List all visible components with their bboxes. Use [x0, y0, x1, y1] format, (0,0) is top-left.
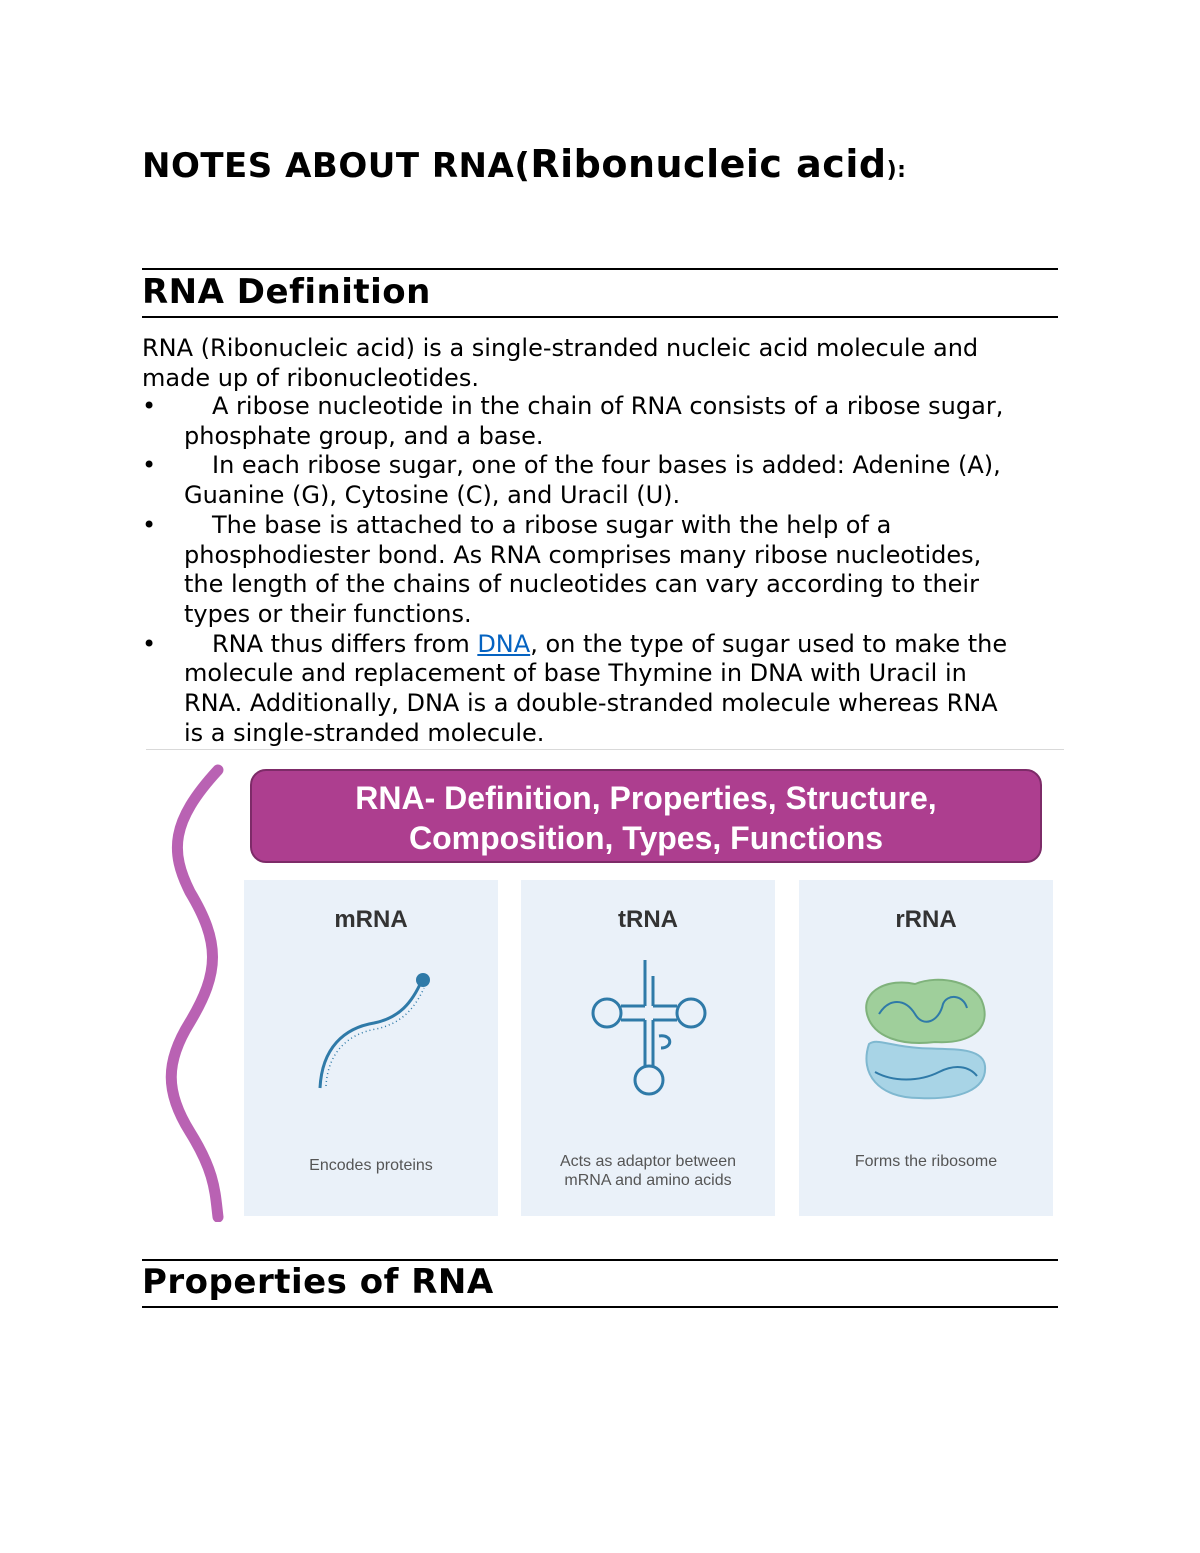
title-prefix: NOTES ABOUT RNA( [142, 146, 531, 186]
definition-bullet-list [142, 392, 1062, 748]
bullet-text: A ribose nucleotide in the chain of RNA consists of a ribose sugar, [212, 392, 1004, 420]
bullet-text: RNA thus differs from [212, 629, 478, 658]
bullet-text: molecule and replacement of base Thymine in DNA with Uracil in [184, 659, 967, 688]
trna-panel [521, 880, 775, 1216]
panel-desc-line: Acts as adaptor between [559, 1153, 737, 1170]
rrna-panel [799, 880, 1053, 1216]
panel-description [254, 1156, 488, 1175]
bullet-text: is a single-stranded molecule. [184, 718, 545, 747]
title-suffix: ): [886, 158, 907, 183]
list-item [142, 511, 1062, 630]
mrna-strand-icon [304, 968, 434, 1098]
list-item [142, 392, 1062, 451]
intro-line: RNA (Ribonucleic acid) is a single-stranded nucleic acid molecule and [142, 334, 979, 362]
trna-cloverleaf-icon [573, 956, 723, 1106]
image-top-divider [146, 749, 1064, 750]
bullet-text: Guanine (G), Cytosine (C), and Uracil (U). [184, 481, 681, 510]
title-main: Ribonucleic acid [530, 142, 887, 186]
panel-desc-line: Encodes proteins [309, 1157, 433, 1174]
heading-top-rule [142, 268, 1058, 270]
definition-intro [142, 333, 1062, 393]
bullet-icon: • [142, 451, 157, 480]
bullet-text: phosphate group, and a base. [184, 421, 544, 450]
bullet-text: phosphodiester bond. As RNA comprises many ribose nucleotides, [184, 540, 982, 569]
panel-title: rRNA [895, 906, 957, 933]
document-title [142, 142, 906, 186]
bullet-text: In each ribose sugar, one of the four bases is added: Adenine (A), [212, 451, 1001, 480]
bullet-text: RNA. Additionally, DNA is a double-stranded molecule whereas RNA [184, 689, 998, 718]
banner-line: RNA- Definition, Properties, Structure, [355, 780, 937, 816]
definition-heading: RNA Definition [142, 272, 431, 312]
panel-description [531, 1152, 765, 1190]
list-item [142, 451, 1062, 510]
panel-desc-line: Forms the ribosome [854, 1153, 998, 1170]
bullet-text: the length of the chains of nucleotides can vary according to their [184, 570, 979, 599]
panel-title: mRNA [334, 906, 408, 933]
bullet-icon: • [142, 392, 157, 420]
bullet-text: , on the type of sugar used to make the [530, 629, 1008, 658]
bullet-icon: • [142, 629, 157, 658]
dna-link[interactable]: DNA [477, 629, 531, 658]
banner-line: Composition, Types, Functions [408, 820, 884, 856]
panel-description [809, 1152, 1043, 1171]
panel-desc-line: mRNA and amino acids [564, 1172, 732, 1189]
heading-top-rule [142, 1259, 1058, 1261]
list-item [142, 630, 1062, 749]
bullet-text: types or their functions. [184, 599, 472, 628]
properties-heading: Properties of RNA [142, 1262, 494, 1302]
heading-bottom-rule [142, 316, 1058, 318]
mrna-panel [244, 880, 498, 1216]
infographic-banner [250, 769, 1042, 863]
intro-line: made up of ribonucleotides. [142, 364, 479, 392]
rna-wave-icon [160, 762, 240, 1222]
heading-bottom-rule [142, 1306, 1058, 1308]
rna-types-infographic [160, 762, 1060, 1222]
bullet-icon: • [142, 510, 157, 539]
ribosome-icon [859, 974, 993, 1108]
bullet-text: The base is attached to a ribose sugar with the help of a [212, 510, 892, 539]
panel-title: tRNA [618, 906, 678, 933]
